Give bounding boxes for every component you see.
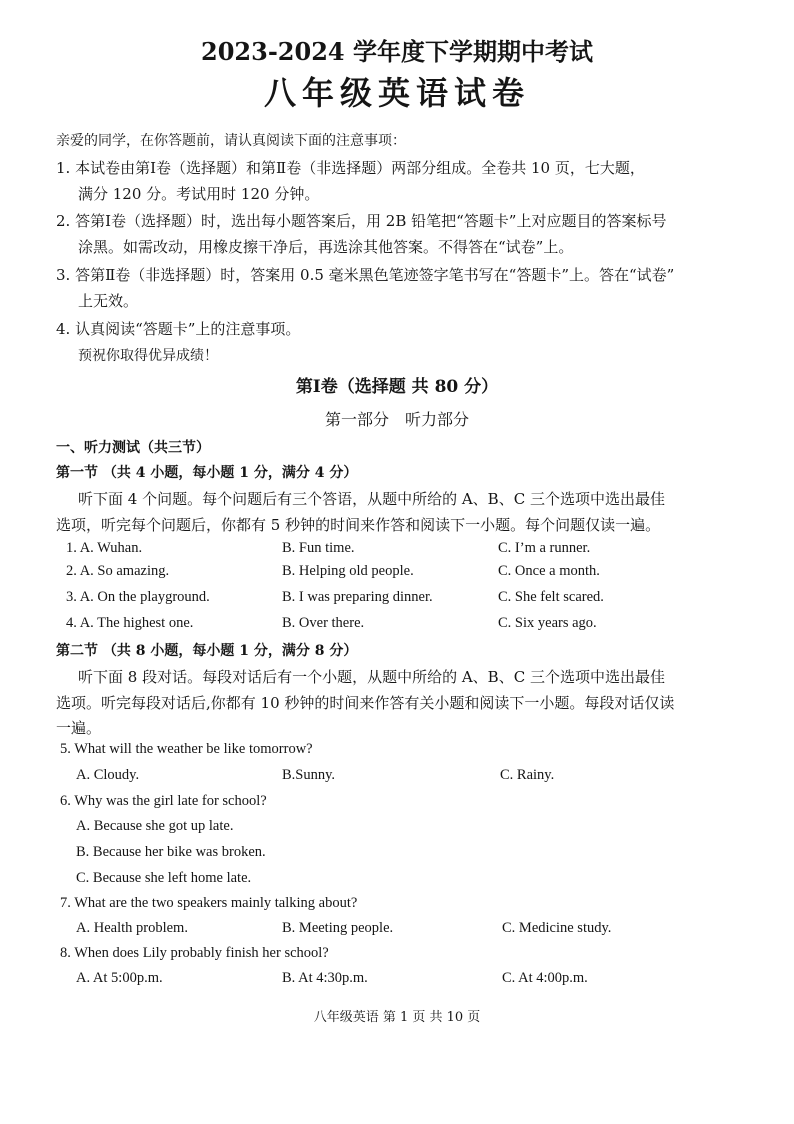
q5-option-c: C. Rainy. <box>500 767 555 783</box>
notice-item-4: 4. 认真阅读“答题卡”上的注意事项。 <box>56 320 301 338</box>
notice-item-2-line-1: 2. 答第Ⅰ卷（选择题）时，选出每小题答案后，用 2B 铅笔把“答题卡”上对应题目的答案标号 <box>56 212 667 230</box>
q8-option-c: C. At 4:00p.m. <box>502 970 588 986</box>
q1-option-a: 1. A. Wuhan. <box>66 540 143 556</box>
notice-intro: 亲爱的同学，在你答题前，请认真阅读下面的注意事项： <box>56 133 406 149</box>
notice-item-1-line-2: 满分 120 分。考试用时 120 分钟。 <box>78 185 320 203</box>
q6-option-c: C. Because she left home late. <box>76 870 252 886</box>
notice-item-1-line-1: 1. 本试卷由第Ⅰ卷（选择题）和第Ⅱ卷（非选择题）两部分组成。全卷共 10 页，七大题， <box>56 159 645 177</box>
notice-wish: 预祝你取得优异成绩！ <box>78 348 218 364</box>
s2-heading: 第二节 （共 8 小题，每小题 1 分，满分 8 分） <box>56 643 358 659</box>
exam-title: 2023-2024 学年度下学期期中考试 <box>201 37 593 66</box>
q1-option-b: B. Fun time. <box>282 540 355 556</box>
s1-instructions-line-1: 听下面 4 个问题。每个问题后有三个答语，从题中所给的 A、B、C 三个选项中选出最佳 <box>78 490 665 508</box>
q6-option-a: A. Because she got up late. <box>76 818 234 834</box>
s1-instructions-line-2: 选项，听完每个问题后，你都有 5 秒钟的时间来作答和阅读下一小题。每个问题仅读一遍。 <box>56 516 661 534</box>
q4-option-b: B. Over there. <box>282 615 365 631</box>
q7-option-c: C. Medicine study. <box>502 920 612 936</box>
s1-heading: 第一节 （共 4 小题，每小题 1 分，满分 4 分） <box>56 465 358 481</box>
q5-stem: 5. What will the weather be like tomorrow? <box>60 741 313 757</box>
q1-option-c: C. I’m a runner. <box>498 540 591 556</box>
s2-instructions-line-3: 一遍。 <box>56 719 102 737</box>
q7-option-b: B. Meeting people. <box>282 920 394 936</box>
q7-stem: 7. What are the two speakers mainly talking about? <box>60 895 358 911</box>
q3-option-a: 3. A. On the playground. <box>66 589 210 605</box>
s2-instructions-line-1: 听下面 8 段对话。每段对话后有一个小题，从题中所给的 A、B、C 三个选项中选出最佳 <box>78 668 665 686</box>
q3-option-c: C. She felt scared. <box>498 589 604 605</box>
q8-option-b: B. At 4:30p.m. <box>282 970 368 986</box>
q4-option-c: C. Six years ago. <box>498 615 597 631</box>
q4-option-a: 4. A. The highest one. <box>66 615 194 631</box>
q3-option-b: B. I was preparing dinner. <box>282 589 433 605</box>
section-one-heading: 一、听力测试（共三节） <box>56 440 210 456</box>
q6-option-b: B. Because her bike was broken. <box>76 844 266 860</box>
q8-option-a: A. At 5:00p.m. <box>76 970 163 986</box>
volume-1-title: 第Ⅰ卷（选择题 共 80 分） <box>295 377 499 397</box>
q7-option-a: A. Health problem. <box>76 920 188 936</box>
part-1-title: 第一部分 听力部分 <box>324 410 469 429</box>
q2-option-a: 2. A. So amazing. <box>66 563 170 579</box>
s2-instructions-line-2: 选项。听完每段对话后,你都有 10 秒钟的时间来作答有关小题和阅读下一小题。每段对话仅读 <box>56 694 675 712</box>
page-footer: 八年级英语 第 1 页 共 10 页 <box>313 1010 481 1025</box>
q5-option-b: B.Sunny. <box>282 767 336 783</box>
notice-item-2-line-2: 涂黑。如需改动，用橡皮擦干净后，再选涂其他答案。不得答在“试卷”上。 <box>78 238 574 256</box>
q2-option-b: B. Helping old people. <box>282 563 414 579</box>
notice-item-3-line-2: 上无效。 <box>78 292 139 310</box>
notice-item-3-line-1: 3. 答第Ⅱ卷（非选择题）时，答案用 0.5 毫米黑色笔迹签字笔书写在“答题卡”上。答在“试卷” <box>56 266 675 284</box>
q6-stem: 6. Why was the girl late for school? <box>60 793 267 809</box>
q8-stem: 8. When does Lily probably finish her school? <box>60 945 329 961</box>
q2-option-c: C. Once a month. <box>498 563 600 579</box>
q5-option-a: A. Cloudy. <box>76 767 140 783</box>
exam-subtitle: 八年级英语试卷 <box>263 74 530 112</box>
